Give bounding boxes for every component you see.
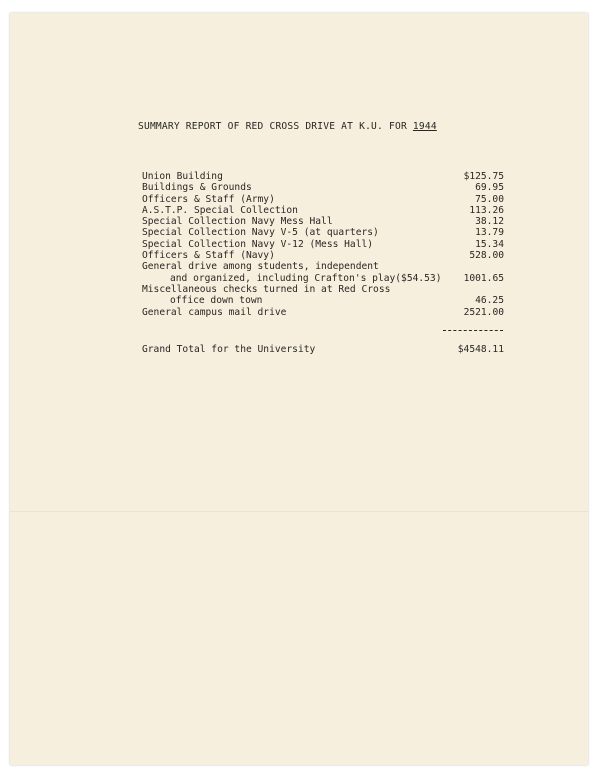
- entry-label: Officers & Staff (Army): [142, 193, 275, 205]
- entry-row: [142, 284, 504, 295]
- entry-label: A.S.T.P. Special Collection: [142, 204, 298, 216]
- entry-label: Special Collection Navy V-12 (Mess Hall): [142, 238, 374, 250]
- entry-row: [142, 205, 504, 216]
- entry-row: [142, 250, 504, 261]
- entry-row: [142, 171, 504, 182]
- entry-row-continued: [142, 273, 504, 284]
- entry-label: office down town: [170, 295, 263, 307]
- entry-row: [142, 194, 504, 205]
- entry-row: [142, 216, 504, 227]
- grand-total-label: Grand Total for the University: [142, 344, 316, 355]
- entry-row: [142, 307, 504, 318]
- entry-row-continued: [142, 295, 504, 306]
- grand-total-row: [142, 344, 504, 356]
- entry-amount: 38.12: [475, 216, 504, 228]
- entry-label: Miscellaneous checks turned in at Red Cross: [142, 283, 391, 295]
- entry-label: Special Collection Navy Mess Hall: [142, 216, 333, 228]
- entry-amount: 113.26: [469, 204, 504, 216]
- report-title-text: SUMMARY REPORT OF RED CROSS DRIVE AT K.U. FOR: [138, 121, 413, 132]
- grand-total-amount: $4548.11: [457, 344, 504, 355]
- entry-label: Union Building: [142, 171, 223, 182]
- report-year: 1944: [412, 121, 437, 132]
- entry-amount: 75.00: [475, 193, 504, 205]
- entry-amount: 528.00: [469, 250, 504, 262]
- entry-amount: 15.34: [475, 238, 504, 250]
- entry-label: and organized, including Crafton's play($54.53): [170, 272, 442, 284]
- entry-row: [142, 239, 504, 250]
- entry-amount: 46.25: [475, 295, 504, 307]
- report-title: [138, 121, 437, 132]
- entry-row: [142, 227, 504, 238]
- entry-label: Special Collection Navy V-5 (at quarters): [142, 227, 379, 239]
- entry-label: General campus mail drive: [142, 306, 287, 318]
- entry-label: Buildings & Grounds: [142, 182, 252, 194]
- entry-amount: 2521.00: [463, 306, 504, 318]
- entry-amount: 69.95: [475, 182, 504, 194]
- entry-amount: 13.79: [475, 227, 504, 239]
- entry-row: [142, 261, 504, 272]
- entry-label: Officers & Staff (Navy): [142, 250, 275, 262]
- entry-label: General drive among students, independent: [142, 261, 379, 273]
- entry-row: [142, 182, 504, 193]
- entry-amount: 1001.65: [463, 272, 504, 284]
- paper-fold-line: [10, 511, 588, 512]
- entry-amount: $125.75: [463, 171, 504, 182]
- contributions-list: [142, 171, 504, 318]
- sum-rule: [443, 330, 503, 331]
